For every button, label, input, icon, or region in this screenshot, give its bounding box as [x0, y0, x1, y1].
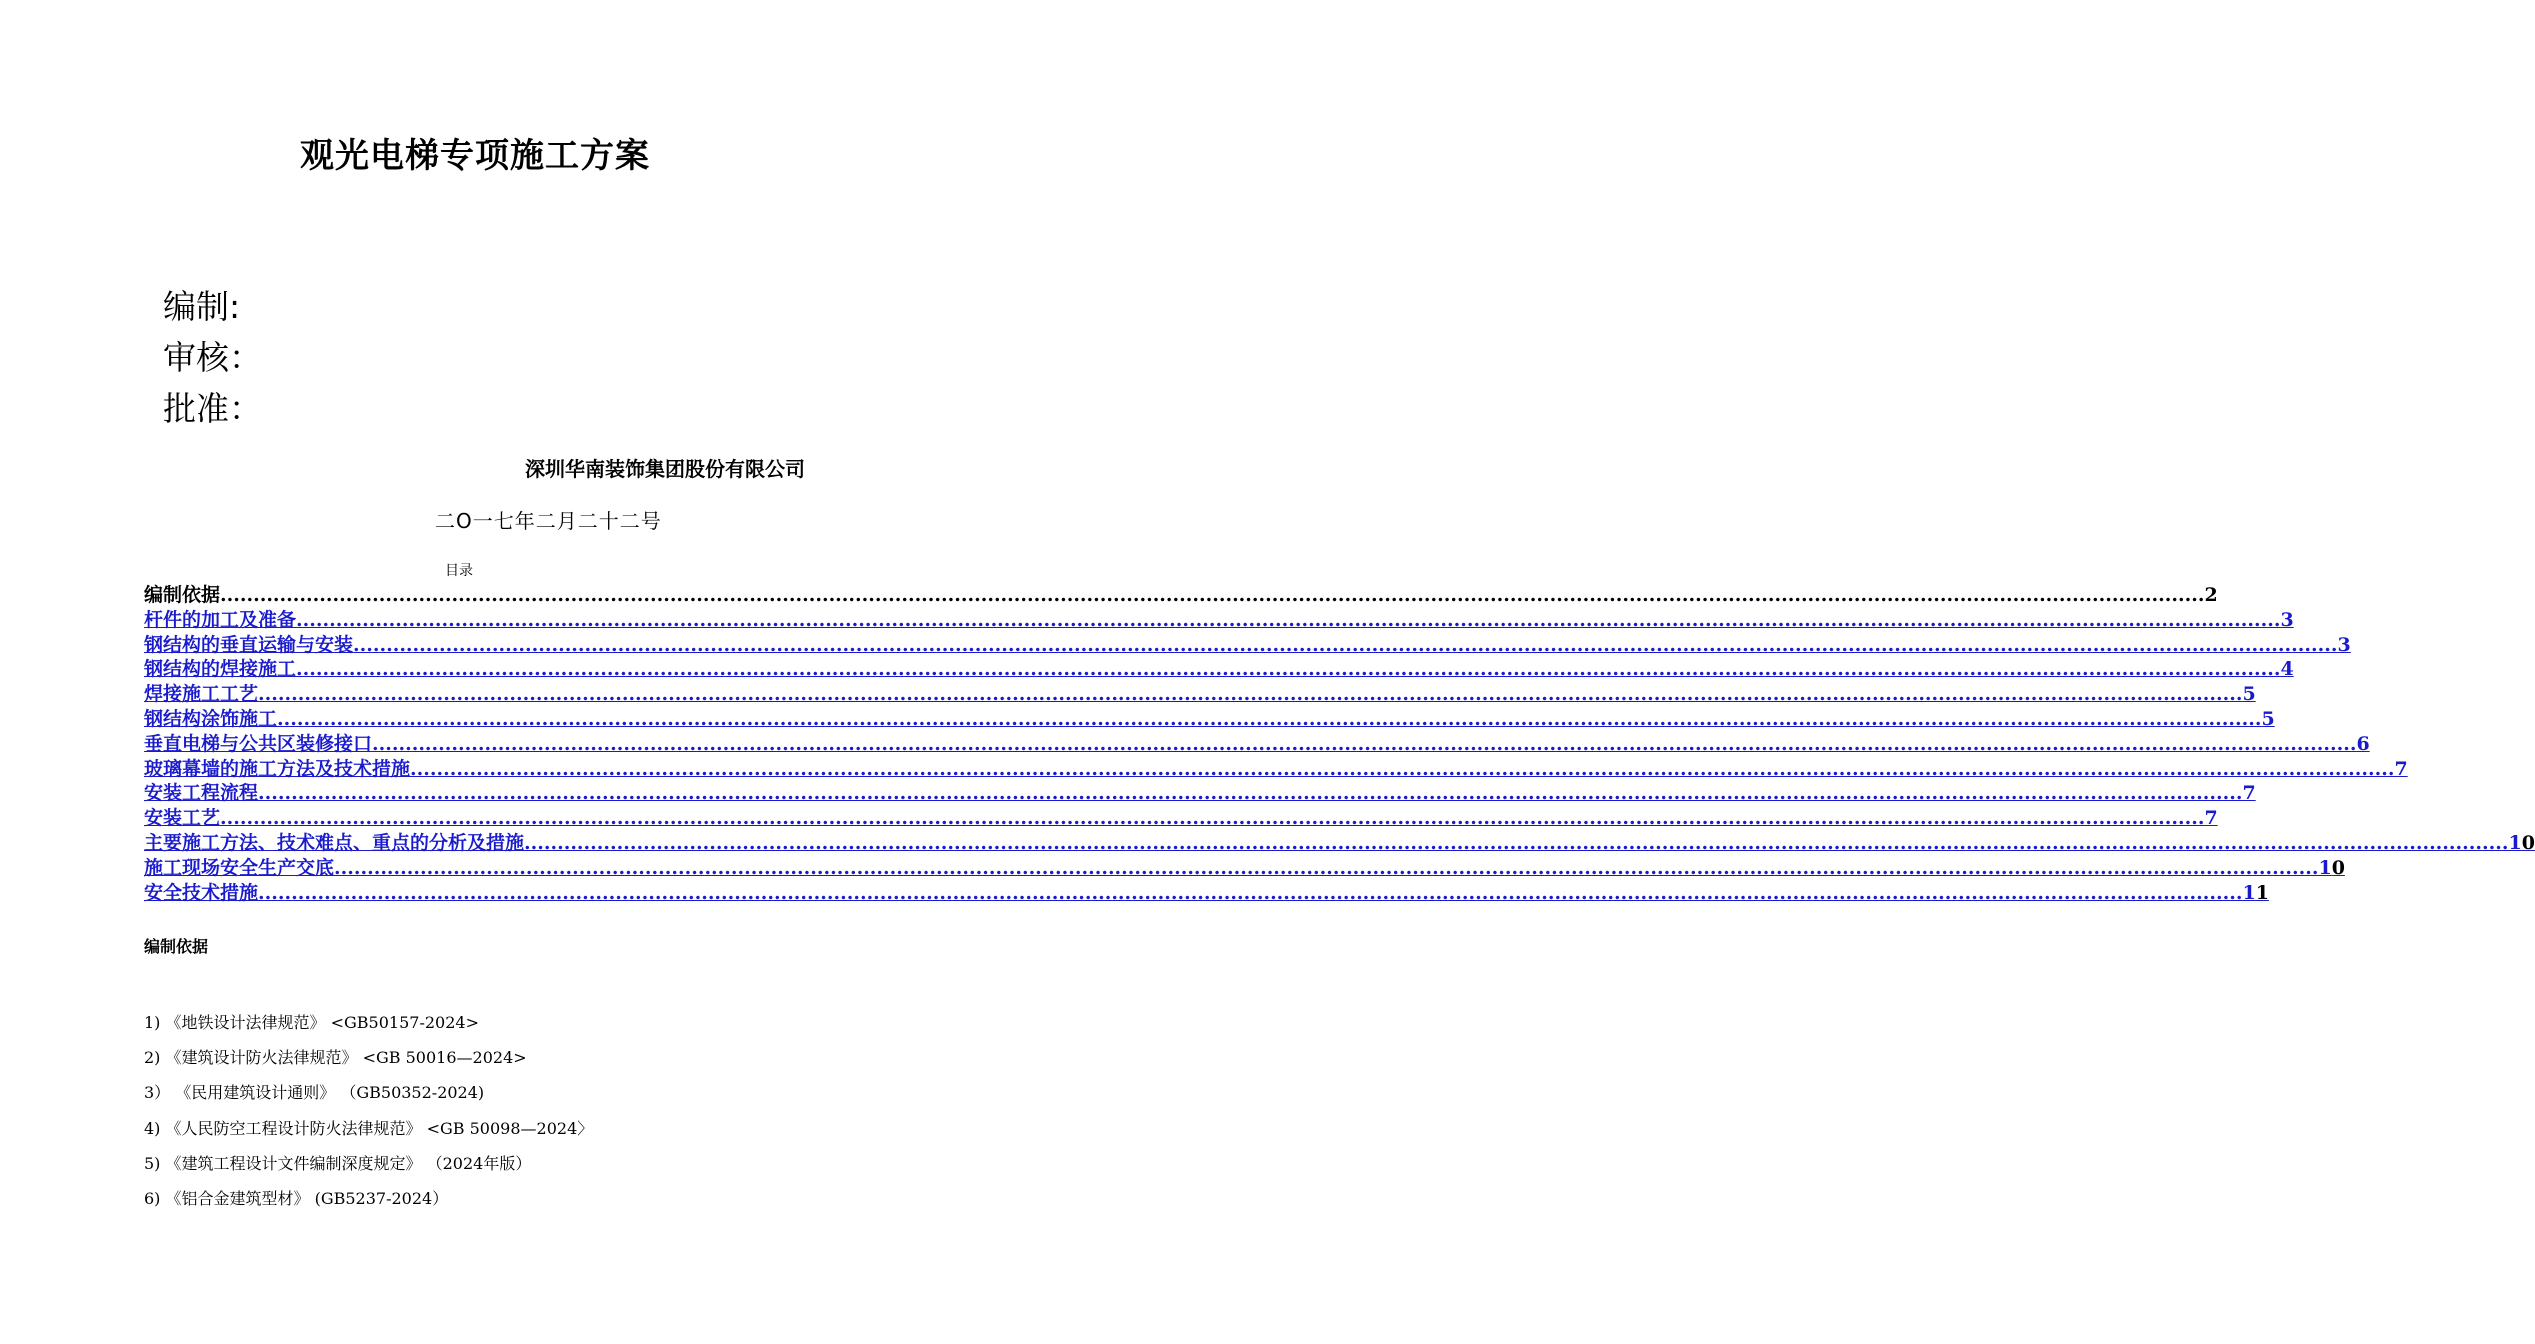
toc-entry[interactable]: [144, 853, 2345, 879]
toc-entry[interactable]: [144, 630, 2351, 656]
toc-entry-label: 编制依据: [144, 584, 221, 606]
toc-page-number: 4: [2280, 658, 2294, 681]
reference-item: 4) 《人民防空工程设计防火法律规范》 <GB 50098—2024〉: [144, 1118, 594, 1138]
toc-page-number: 10: [2508, 831, 2535, 854]
toc-entry[interactable]: [144, 778, 2256, 805]
toc-page-number: 2: [2204, 584, 2218, 606]
toc-entry-label: 杆件的加工及准备: [144, 608, 297, 631]
reference-item: 6) 《铝合金建筑型材》 (GB5237-2024）: [144, 1188, 449, 1208]
toc-entry-label: 垂直电梯与公共区装修接口: [144, 732, 373, 755]
toc-entry[interactable]: [144, 704, 2275, 730]
toc-page-number: 3: [2280, 608, 2294, 631]
toc-entry: [144, 580, 2218, 606]
toc-page-number: 6: [2356, 732, 2370, 755]
toc-entry-label: 钢结构的焊接施工: [144, 658, 297, 681]
toc-page-number: 11: [2242, 881, 2269, 904]
toc-leader-dots: ............................................................................................................................................................................................................................................................................................................: [296, 608, 2281, 631]
reference-item: 1) 《地铁设计法律规范》 <GB50157-2024>: [144, 1013, 479, 1032]
toc-entry-label: 安装工程流程: [144, 782, 259, 805]
section-heading: 编制依据: [144, 937, 209, 956]
toc-entry-label: 安全技术措施: [144, 881, 259, 904]
toc-entry[interactable]: [144, 654, 2294, 681]
toc-entry[interactable]: [144, 828, 2535, 854]
toc-leader-dots: ............................................................................................................................................................................................................................................................................................................: [220, 807, 2205, 830]
toc-entry[interactable]: [144, 803, 2218, 830]
toc-entry-label: 施工现场安全生产交底: [144, 856, 335, 879]
toc-page-number: 5: [2261, 707, 2275, 730]
toc-leader-dots: ............................................................................................................................................................................................................................................................................................................: [258, 881, 2243, 904]
toc-entry-label: 玻璃幕墙的施工方法及技术措施: [144, 757, 411, 780]
toc-leader-dots: ............................................................................................................................................................................................................................................................................................................: [372, 732, 2357, 755]
toc-title: 目录: [445, 563, 473, 579]
toc-page-number: 5: [2242, 683, 2256, 706]
toc-entry-label: 焊接施工工艺: [144, 683, 259, 706]
toc-entry[interactable]: [144, 679, 2256, 706]
toc-leader-dots: ............................................................................................................................................................................................................................................................................................................: [258, 683, 2243, 706]
reference-item: 5) 《建筑工程设计文件编制深度规定》 （2024年版）: [144, 1153, 532, 1173]
toc-leader-dots: ............................................................................................................................................................................................................................................................................................................: [277, 707, 2262, 730]
document-title: 观光电梯专项施工方案: [300, 136, 650, 176]
toc-page-number: 7: [2242, 782, 2256, 805]
toc-leader-dots: ............................................................................................................................................................................................................................................................................................................: [353, 633, 2338, 656]
toc-page-number: 3: [2337, 633, 2351, 656]
toc-leader-dots: ............................................................................................................................................................................................................................................................................................................: [410, 757, 2395, 780]
toc-leader-dots: ............................................................................................................................................................................................................................................................................................................: [524, 831, 2509, 854]
toc-entry-label: 安装工艺: [144, 807, 221, 830]
sign-line-compiler: 编制:: [163, 287, 241, 326]
toc-page-number: 7: [2204, 807, 2218, 830]
toc-leader-dots: ............................................................................................................................................................................................................................................................................................................: [296, 658, 2281, 681]
toc-leader-dots: ............................................................................................................................................................................................................................................................................................................: [258, 782, 2243, 805]
toc-leader-dots: ............................................................................................................................................................................................................................................................................................................: [334, 856, 2319, 879]
toc-entry[interactable]: [144, 754, 2408, 780]
toc-entry[interactable]: [144, 878, 2269, 904]
toc-entry[interactable]: [144, 605, 2294, 631]
company-name: 深圳华南装饰集团股份有限公司: [525, 457, 805, 481]
reference-item: 2) 《建筑设计防火法律规范》 <GB 50016—2024>: [144, 1048, 527, 1068]
document-date: 二O一七年二月二十二号: [435, 509, 662, 533]
toc-page-number: 7: [2394, 757, 2408, 780]
toc-page-number: 10: [2318, 856, 2345, 879]
toc-entry-label: 主要施工方法、技术难点、重点的分析及措施: [144, 831, 525, 854]
toc-entry-label: 钢结构的垂直运输与安装: [144, 633, 354, 656]
table-of-contents: [144, 580, 2535, 904]
reference-list: [144, 1012, 593, 1223]
toc-entry-label: 钢结构涂饰施工: [144, 707, 278, 730]
sign-line-reviewer: 审核：: [163, 338, 262, 377]
toc-entry[interactable]: [144, 729, 2370, 755]
sign-line-approver: 批准：: [163, 389, 262, 428]
reference-item: 3） 《民用建筑设计通则》 （GB50352-2024): [144, 1083, 485, 1103]
toc-leader-dots: ............................................................................................................................................................................................................................................................................................................: [220, 584, 2205, 606]
